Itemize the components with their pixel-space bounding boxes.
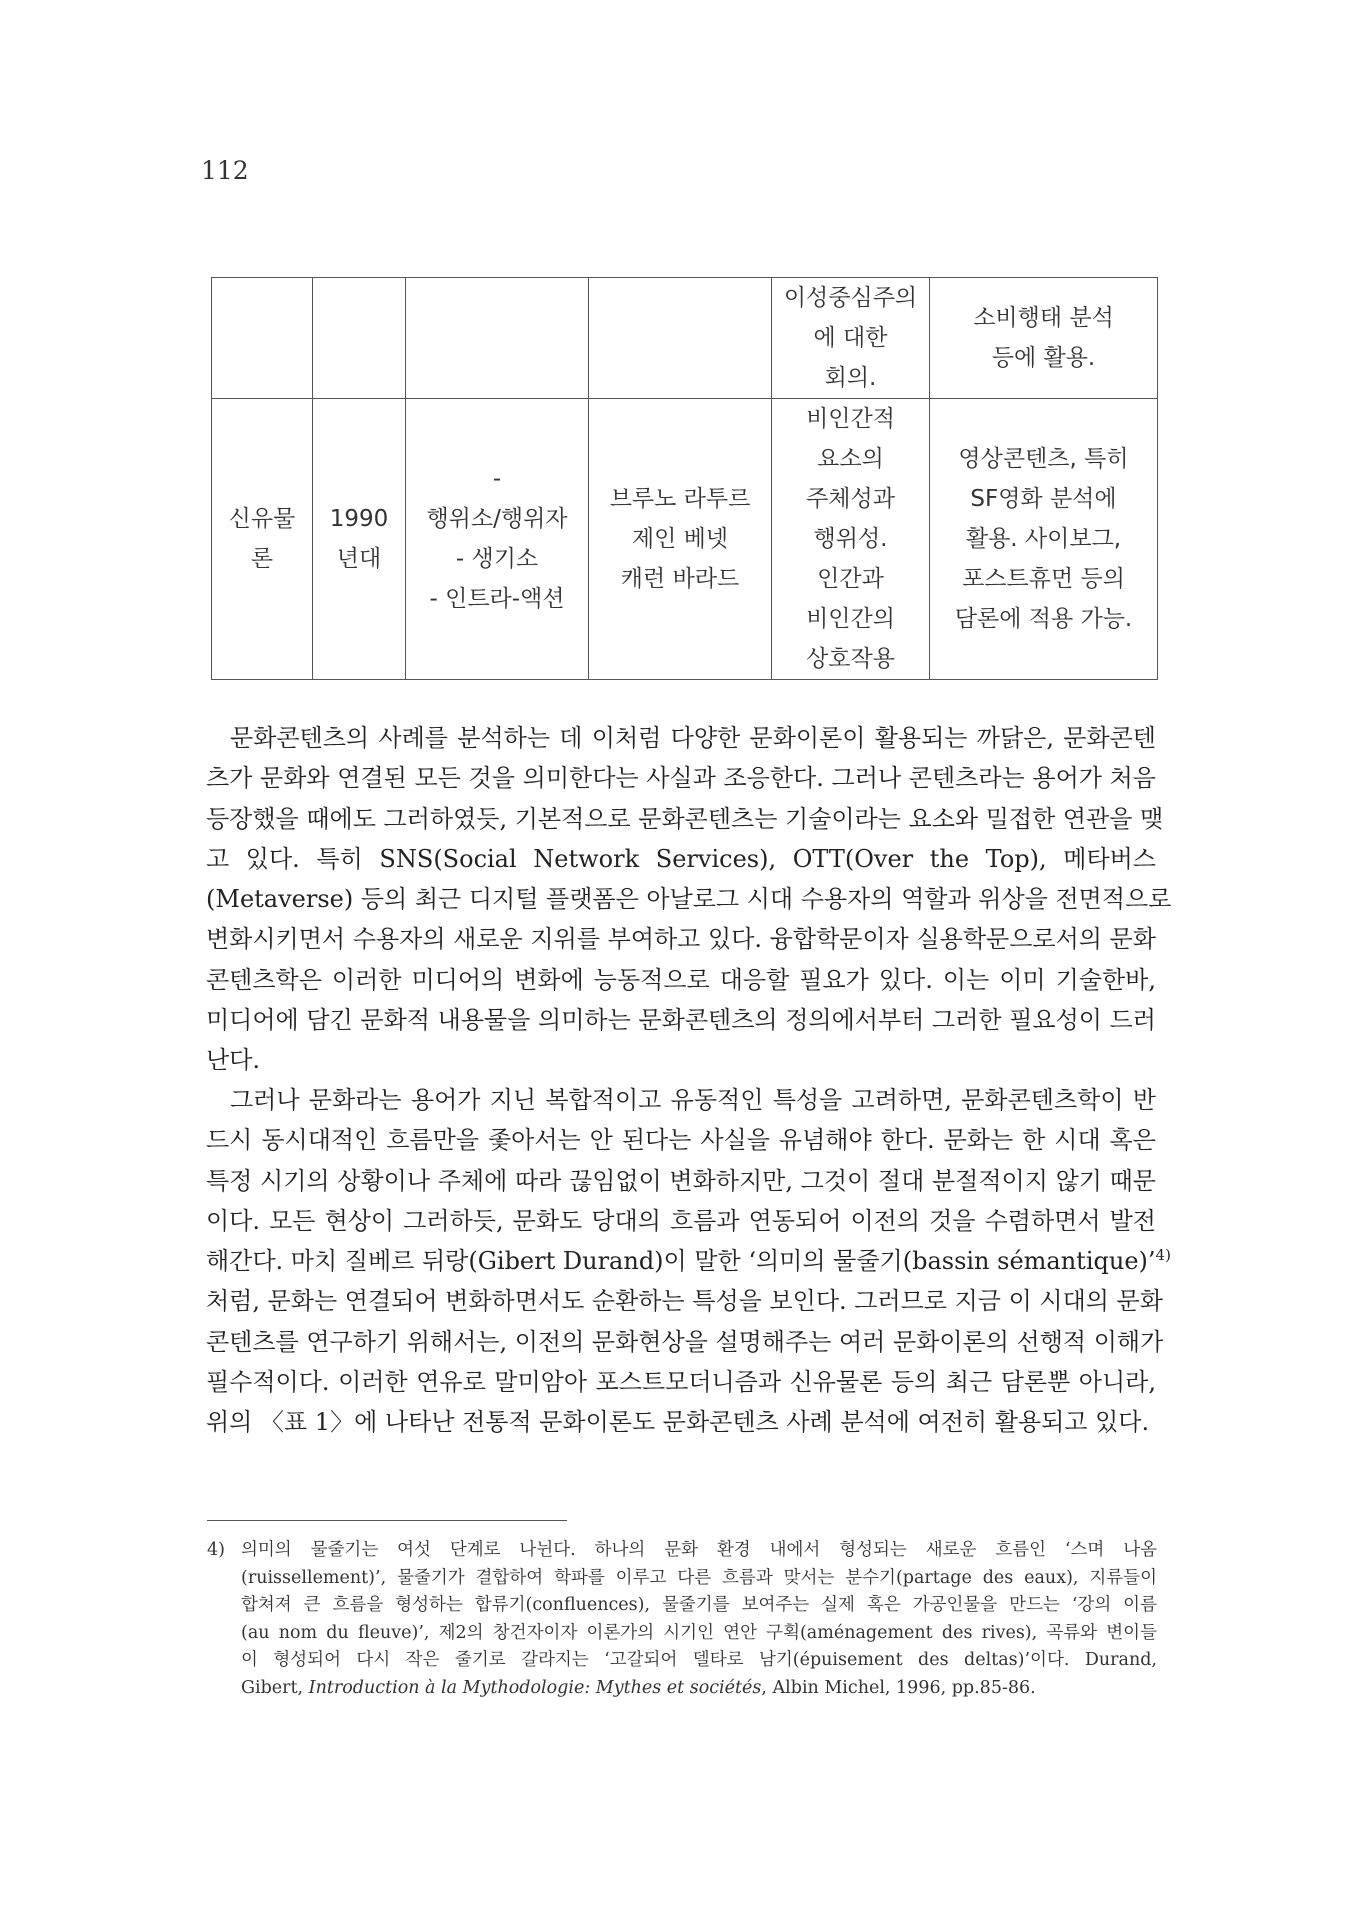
citation-title: Introduction à la Mythodologie: Mythes et sociétés — [308, 1677, 762, 1698]
table-cell-features — [772, 399, 930, 680]
cell-line: 년대 — [336, 546, 382, 572]
cell-line: 행위성. — [813, 526, 888, 552]
theory-table — [211, 277, 1158, 680]
text-line: 난다. — [206, 1046, 260, 1075]
table-cell-usage — [930, 399, 1158, 680]
cell-line: 에 대한 — [813, 325, 888, 351]
cell-line: 캐런 바라드 — [620, 566, 740, 592]
table-cell-scholars — [589, 399, 772, 680]
text-line: 고 있다. 특히 SNS(Social Network Services), OTT(Over the Top), 메타버스 — [206, 844, 1156, 873]
text-segment: 해간다. 마치 질베르 뒤랑(Gibert Durand)이 말한 ‘의미의 물줄기(bassin sémantique)’ — [206, 1247, 1156, 1276]
cell-line: 브루노 라투르 — [609, 486, 751, 512]
footnote-line: (au nom du fleuve)’, 제2의 창건자이자 이론가의 시기인 연안 구획(aménagement des rives), 곡류와 변이들 — [241, 1622, 1157, 1643]
cell-line: 소비행태 분석 — [973, 305, 1114, 331]
footnote-line: 합쳐져 큰 흐름을 형성하는 합류기(confluences), 물줄기를 보여주는 실제 혹은 가공인물을 만드는 ‘강의 이름 — [241, 1595, 1157, 1615]
table-cell-theory — [212, 399, 313, 680]
text-line: 필수적이다. 이러한 연유로 말미암아 포스트모더니즘과 신유물론 등의 최근 담론뿐 아니라, — [206, 1368, 1156, 1397]
footnote-divider — [207, 1520, 567, 1521]
cell-line: 론 — [250, 546, 274, 572]
footnote-number: 4) — [207, 1540, 225, 1560]
text-line: 처럼, 문화는 연결되어 변화하면서도 순환하는 특성을 보인다. 그러므로 지금 이 시대의 문화 — [206, 1287, 1163, 1316]
cell-line: 활용. 사이보그, — [965, 526, 1122, 552]
text-line: 변화시키면서 수용자의 새로운 지위를 부여하고 있다. 융합학문이자 실용학문으로서의 문화 — [206, 925, 1156, 954]
cell-line: 인간과 — [817, 566, 884, 592]
cell-line: 비인간적 — [806, 406, 895, 432]
cell-line: 영상콘텐츠, 특히 — [958, 446, 1129, 472]
footnote-citation — [241, 1675, 1157, 1703]
cell-line: 1990 — [329, 506, 389, 532]
text-line: 등장했을 때에도 그러하였듯, 기본적으로 문화콘텐츠는 기술이라는 요소와 밀접한 연관을 맺 — [206, 804, 1164, 833]
footnote-4 — [207, 1537, 1157, 1702]
cell-line: 행위소/행위자 — [426, 506, 568, 532]
text-line: 위의 〈표 1〉에 나타난 전통적 문화이론도 문화콘텐츠 사례 분석에 여전히 활용되고 있다. — [206, 1408, 1150, 1437]
text-line: 콘텐츠를 연구하기 위해서는, 이전의 문화현상을 설명해주는 여러 문화이론의 선행적 이해가 — [206, 1327, 1164, 1356]
cell-line: 포스트휴먼 등의 — [962, 566, 1125, 592]
citation-author: Gibert, — [241, 1677, 309, 1698]
cell-line: 주체성과 — [806, 486, 895, 512]
cell-line: - 생기소 — [455, 546, 539, 572]
footnote-reference[interactable]: 4) — [1155, 1246, 1171, 1265]
cell-line: 이성중심주의 — [783, 285, 918, 311]
cell-line: 비인간의 — [806, 606, 895, 632]
text-line: 문화콘텐츠의 사례를 분석하는 데 이처럼 다양한 문화이론이 활용되는 까닭은, 문화콘텐 — [230, 724, 1156, 752]
cell-line: 등에 활용. — [991, 345, 1096, 371]
cell-line: 회의. — [824, 365, 877, 391]
citation-publisher: , Albin Michel, 1996, pp.85-86. — [761, 1677, 1036, 1698]
table-row — [212, 278, 1158, 399]
footnote-body — [241, 1537, 1157, 1702]
cell-line: 신유물 — [228, 506, 296, 532]
table-cell-usage — [930, 278, 1158, 399]
text-line: 드시 동시대적인 흐름만을 좇아서는 안 된다는 사실을 유념해야 한다. 문화는 한 시대 혹은 — [206, 1126, 1156, 1155]
table-cell-theory — [212, 278, 313, 399]
table-row — [212, 399, 1158, 680]
cell-line: SF영화 분석에 — [970, 486, 1117, 512]
cell-line: - 인트라-액션 — [429, 586, 565, 612]
text-line: 이다. 모든 현상이 그러하듯, 문화도 당대의 흐름과 연동되어 이전의 것을 수렴하면서 발전 — [206, 1206, 1156, 1235]
body-paragraph-2 — [206, 1080, 1171, 1443]
table-cell-period — [313, 278, 406, 399]
cell-line: 제인 베넷 — [631, 526, 729, 552]
table-cell-period — [313, 399, 406, 680]
text-line: 그러나 문화라는 용어가 지닌 복합적이고 유동적인 특성을 고려하면, 문화콘텐츠학이 반 — [230, 1086, 1156, 1114]
body-paragraph-1 — [206, 718, 1172, 1081]
text-line: 미디어에 담긴 문화적 내용물을 의미하는 문화콘텐츠의 정의에서부터 그러한 필요성이 드러 — [206, 1006, 1156, 1035]
text-line: 특정 시기의 상황이나 주체에 따라 끊임없이 변화하지만, 그것이 절대 분절적이지 않기 때문 — [206, 1166, 1156, 1195]
table-cell-scholars — [589, 278, 772, 399]
table-cell-concepts — [406, 399, 589, 680]
cell-line: - — [492, 466, 502, 492]
table-cell-concepts — [406, 278, 589, 399]
text-line: 츠가 문화와 연결된 모든 것을 의미한다는 사실과 조응한다. 그러나 콘텐츠라는 용어가 처음 — [206, 764, 1156, 793]
page-number: 112 — [201, 156, 249, 185]
footnote-line: (ruissellement)’, 물줄기가 결합하여 학파를 이루고 다른 흐름과 맞서는 분수기(partage des eaux), 지류들이 — [241, 1567, 1157, 1588]
footnote-line: 이 형성되어 다시 작은 줄기로 갈라지는 ‘고갈되어 델타로 남기(épuisement des deltas)’이다. Durand, — [241, 1650, 1157, 1670]
footnote-line: 의미의 물줄기는 여섯 단계로 나뉜다. 하나의 문화 환경 내에서 형성되는 새로운 흐름인 ‘스며 나옴 — [241, 1540, 1157, 1560]
text-line: 콘텐츠학은 이러한 미디어의 변화에 능동적으로 대응할 필요가 있다. 이는 이미 기술한바, — [206, 965, 1156, 994]
cell-line: 담론에 적용 가능. — [954, 606, 1133, 632]
cell-line: 상호작용 — [806, 646, 895, 672]
cell-line: 요소의 — [817, 446, 884, 472]
table-cell-features — [772, 278, 930, 399]
text-line: (Metaverse) 등의 최근 디지털 플랫폼은 아날로그 시대 수용자의 역할과 위상을 전면적으로 — [206, 885, 1172, 914]
text-line-with-footnote — [206, 1241, 1171, 1281]
